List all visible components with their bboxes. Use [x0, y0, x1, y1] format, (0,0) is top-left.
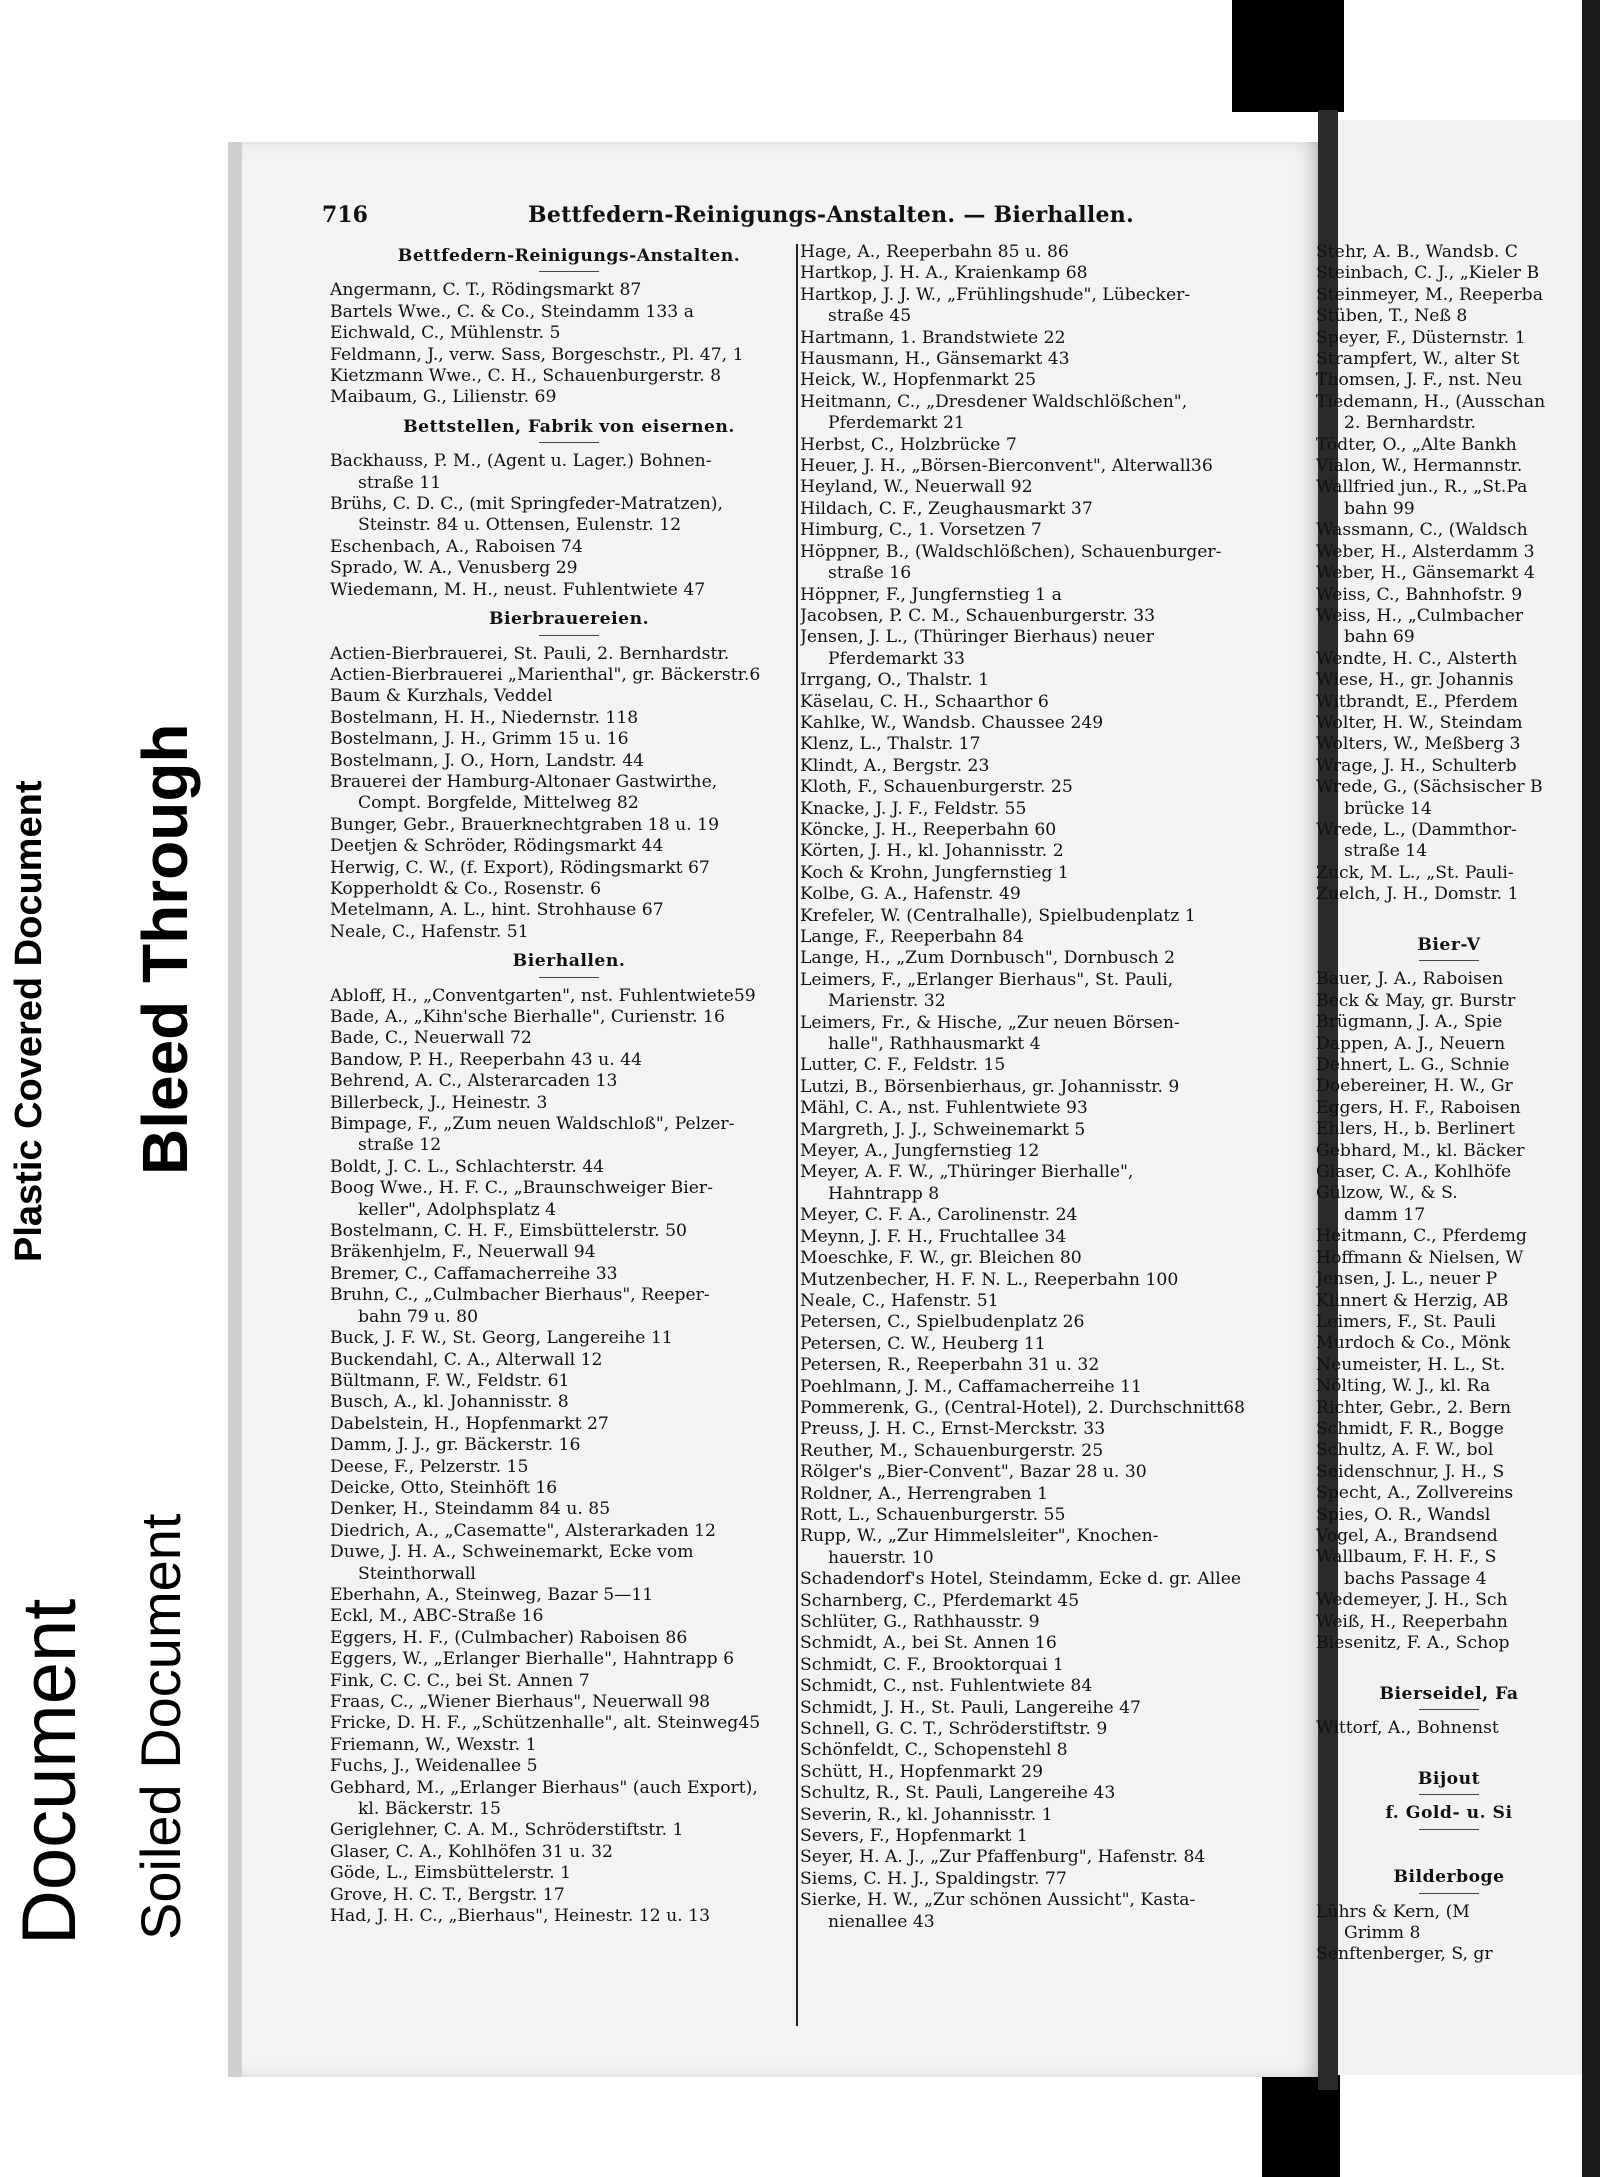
directory-entry: Sierke, H. W., „Zur schönen Aussicht", Kasta-: [800, 1890, 1196, 1911]
directory-entry: Wendte, H. C., Alsterth: [1316, 648, 1518, 669]
directory-entry: Duwe, J. H. A., Schweinemarkt, Ecke vom: [330, 1542, 694, 1563]
directory-entry: Wallfried jun., R., „St.Pa: [1316, 477, 1528, 498]
directory-entry: Wallbaum, F. H. F., S: [1316, 1547, 1497, 1568]
directory-entry: Sprado, W. A., Venusberg 29: [330, 558, 578, 579]
directory-entry: Bartels Wwe., C. & Co., Steindamm 133 a: [330, 301, 694, 322]
directory-entry: Bräkenhjelm, F., Neuerwall 94: [330, 1242, 596, 1263]
directory-entry: Klenz, L., Thalstr. 17: [800, 734, 981, 755]
directory-entry: Speyer, F., Düsternstr. 1: [1316, 327, 1526, 348]
directory-entry: Stehr, A. B., Wandsb. C: [1316, 242, 1518, 262]
section-rule: [1419, 960, 1479, 961]
directory-entry: Köncke, J. H., Reeperbahn 60: [800, 819, 1057, 840]
directory-entry: Bruhn, C., „Culmbacher Bierhaus", Reeper-: [330, 1285, 710, 1306]
directory-entry: Schönfeldt, C., Schopenstehl 8: [800, 1740, 1068, 1761]
directory-entry: Wiedemann, M. H., neust. Fuhlentwiete 47: [330, 579, 706, 600]
directory-entry: Damm, J. J., gr. Bäckerstr. 16: [330, 1435, 581, 1456]
directory-entry: Stüben, T., Neß 8: [1316, 306, 1468, 327]
directory-entry: Fricke, D. H. F., „Schützenhalle", alt. Steinweg45: [330, 1713, 761, 1734]
directory-entry: Steinmeyer, M., Reeperba: [1316, 284, 1543, 305]
directory-entry: Petersen, R., Reeperbahn 31 u. 32: [800, 1355, 1100, 1376]
section-rule: [1419, 1794, 1479, 1795]
directory-entry: halle", Rathhausmarkt 4: [828, 1034, 1041, 1055]
directory-entry: Doebereiner, H. W., Gr: [1316, 1076, 1513, 1097]
directory-entry: bahn 79 u. 80: [358, 1306, 479, 1327]
directory-entry: Seyer, H. A. J., „Zur Pfaffenburg", Hafenstr. 84: [800, 1847, 1206, 1868]
directory-entry: Wrage, J. H., Schulterb: [1316, 755, 1517, 776]
directory-entry: Dehnert, L. G., Schnie: [1316, 1055, 1510, 1076]
directory-entry: Herbst, C., Holzbrücke 7: [800, 434, 1017, 455]
directory-entry: Hartkop, J. H. A., Kraienkamp 68: [800, 263, 1088, 284]
directory-entry: Mähl, C. A., nst. Fuhlentwiete 93: [800, 1098, 1088, 1119]
directory-entry: Wolter, H. W., Steindam: [1316, 712, 1523, 733]
directory-entry: Göde, L., Eimsbüttelerstr. 1: [330, 1863, 572, 1884]
directory-entry: Thomsen, J. F., nst. Neu: [1316, 370, 1523, 391]
directory-entry: Mutzenbecher, H. F. N. L., Reeperbahn 100: [800, 1269, 1179, 1290]
directory-entry: Vogel, A., Brandsend: [1316, 1525, 1498, 1546]
directory-entry: Vialon, W., Hermannstr.: [1316, 456, 1523, 477]
directory-entry: Rupp, W., „Zur Himmelsleiter", Knochen-: [800, 1526, 1159, 1547]
label-document: Document: [7, 1598, 92, 1945]
directory-entry: Schmidt, C. F., Brooktorquai 1: [800, 1654, 1064, 1675]
directory-entry: Buck, J. F. W., St. Georg, Langereihe 11: [330, 1328, 673, 1349]
directory-entry: Angermann, C. T., Rödingsmarkt 87: [330, 280, 642, 301]
section-heading: Bier-V: [1417, 935, 1481, 955]
directory-entry: Brügmann, J. A., Spie: [1316, 1012, 1503, 1033]
directory-entry: Reuther, M., Schauenburgerstr. 25: [800, 1440, 1104, 1461]
directory-entry: Lange, F., Reeperbahn 84: [800, 927, 1024, 947]
directory-entry: [1316, 1838, 1582, 1859]
directory-entry: 2. Bernhardstr.: [1344, 413, 1477, 434]
directory-entry: Hahntrapp 8: [828, 1183, 940, 1204]
directory-entry: Dabelstein, H., Hopfenmarkt 27: [330, 1413, 609, 1434]
section-rule: [539, 442, 599, 443]
directory-entry: Bostelmann, H. H., Niedernstr. 118: [330, 707, 639, 728]
directory-entry: Hartmann, 1. Brandstwiete 22: [800, 327, 1066, 348]
section-rule: [539, 271, 599, 272]
directory-entry: Heuer, J. H., „Börsen-Bierconvent", Alterwall36: [800, 456, 1213, 477]
directory-entry: Rott, L., Schauenburgerstr. 55: [800, 1504, 1066, 1525]
directory-entry: Weber, H., Alsterdamm 3: [1316, 541, 1535, 562]
directory-entry: Boldt, J. C. L., Schlachterstr. 44: [330, 1156, 605, 1177]
directory-entry: Koch & Krohn, Jungfernstieg 1: [800, 862, 1069, 883]
directory-entry: Deese, F., Pelzerstr. 15: [330, 1456, 529, 1477]
directory-entry: Hartkop, J. J. W., „Frühlingshude", Lübecker-: [800, 284, 1191, 305]
directory-entry: Marienstr. 32: [828, 991, 946, 1012]
directory-entry: Pferdemarkt 33: [828, 648, 965, 669]
directory-entry: Heyland, W., Neuerwall 92: [800, 477, 1033, 498]
directory-entry: Ehlers, H., b. Berlinert: [1316, 1119, 1515, 1140]
directory-entry: Heitmann, C., Pferdemg: [1316, 1226, 1527, 1247]
directory-entry: Moeschke, F. W., gr. Bleichen 80: [800, 1248, 1082, 1269]
directory-entry: Busch, A., kl. Johannisstr. 8: [330, 1392, 569, 1413]
directory-entry: Lutzi, B., Börsenbierhaus, gr. Johannisstr. 9: [800, 1076, 1180, 1097]
directory-entry: Lutter, C. F., Feldstr. 15: [800, 1055, 1006, 1076]
directory-entry: Senftenberger, S, gr: [1316, 1944, 1493, 1965]
directory-entry: straße 11: [358, 472, 442, 493]
directory-entry: Jacobsen, P. C. M., Schauenburgerstr. 33: [800, 605, 1156, 626]
directory-entry: Bade, A., „Kihn'sche Bierhalle", Curienstr. 16: [330, 1007, 725, 1027]
directory-entry: Grove, H. C. T., Bergstr. 17: [330, 1884, 565, 1905]
directory-entry: Severin, R., kl. Johannisstr. 1: [800, 1804, 1053, 1825]
directory-entry: Hildach, C. F., Zeughausmarkt 37: [800, 498, 1093, 519]
directory-entry: Meynn, J. F. H., Fruchtallee 34: [800, 1226, 1067, 1247]
directory-entry: Eggers, H. F., (Culmbacher) Raboisen 86: [330, 1627, 688, 1648]
directory-entry: Kopperholdt & Co., Rosenstr. 6: [330, 878, 602, 899]
directory-entry: Wedemeyer, J. H., Sch: [1316, 1590, 1508, 1611]
label-soiled-document: Soiled Document: [129, 1513, 192, 1940]
directory-entry: Eggers, W., „Erlanger Bierhalle", Hahntrapp 6: [330, 1649, 735, 1670]
directory-entry: Murdoch & Co., Mönk: [1316, 1333, 1511, 1354]
directory-entry: Weber, H., Gänsemarkt 4: [1316, 563, 1535, 584]
directory-entry: Heick, W., Hopfenmarkt 25: [800, 370, 1037, 391]
directory-entry: [1316, 1740, 1582, 1761]
directory-entry: Kahlke, W., Wandsb. Chaussee 249: [800, 712, 1104, 733]
directory-entry: Schmidt, J. H., St. Pauli, Langereihe 47: [800, 1697, 1141, 1718]
directory-entry: Wrede, G., (Sächsischer B: [1316, 777, 1543, 798]
directory-entry: brücke 14: [1344, 798, 1432, 819]
directory-entry: Bostelmann, J. O., Horn, Landstr. 44: [330, 750, 645, 771]
directory-entry: Bostelmann, J. H., Grimm 15 u. 16: [330, 729, 629, 750]
directory-entry: Heitmann, C., „Dresdener Waldschlößchen",: [800, 391, 1188, 412]
directory-entry: Abloff, H., „Conventgarten", nst. Fuhlentwiete59: [330, 985, 756, 1006]
directory-entry: Billerbeck, J., Heinestr. 3: [330, 1092, 548, 1113]
directory-entry: Nölting, W. J., kl. Ra: [1316, 1376, 1491, 1397]
directory-entry: Bandow, P. H., Reeperbahn 43 u. 44: [330, 1049, 643, 1070]
directory-entry: Gülzow, W., & S.: [1316, 1183, 1458, 1204]
directory-entry: Weiss, H., „Culmbacher: [1316, 605, 1524, 626]
directory-entry: Bauer, J. A., Raboisen: [1316, 969, 1504, 990]
directory-entry: Deicke, Otto, Steinhöft 16: [330, 1477, 558, 1498]
directory-entry: Strampfert, W., alter St: [1316, 349, 1520, 370]
directory-entry: Jensen, J. L., (Thüringer Bierhaus) neuer: [800, 627, 1154, 648]
directory-entry: Grimm 8: [1344, 1923, 1421, 1944]
directory-entry: Tiedemann, H., (Ausschan: [1316, 391, 1546, 412]
directory-entry: kl. Bäckerstr. 15: [358, 1799, 501, 1820]
directory-entry: Glaser, C. A., Kohlhöfe: [1316, 1162, 1512, 1183]
directory-entry: Weiss, C., Bahnhofstr. 9: [1316, 584, 1523, 605]
directory-column-1: [330, 246, 808, 1927]
directory-entry: Petersen, C., Spielbudenplatz 26: [800, 1312, 1085, 1333]
directory-entry: Eckl, M., ABC-Straße 16: [330, 1606, 544, 1627]
directory-entry: Leimers, Fr., & Hische, „Zur neuen Börsen-: [800, 1012, 1180, 1033]
directory-entry: Baum & Kurzhals, Veddel: [330, 686, 553, 707]
directory-entry: Käselau, C. H., Schaarthor 6: [800, 691, 1049, 712]
directory-entry: [1316, 906, 1582, 927]
directory-entry: straße 14: [1344, 841, 1428, 862]
directory-entry: Maibaum, G., Lilienstr. 69: [330, 387, 557, 408]
directory-entry: Leimers, F., St. Pauli: [1316, 1311, 1496, 1332]
directory-entry: Glaser, C. A., Kohlhöfen 31 u. 32: [330, 1841, 613, 1862]
directory-entry: Neale, C., Hafenstr. 51: [800, 1290, 999, 1311]
directory-entry: Zuelch, J. H., Domstr. 1: [1316, 884, 1519, 905]
directory-entry: Klindt, A., Bergstr. 23: [800, 755, 990, 776]
directory-entry: Beck & May, gr. Burstr: [1316, 990, 1516, 1011]
directory-entry: Petersen, C. W., Heuberg 11: [800, 1333, 1046, 1354]
directory-entry: Siems, C. H. J., Spaldingstr. 77: [800, 1868, 1067, 1889]
directory-entry: Actien-Bierbrauerei „Marienthal", gr. Bäckerstr.6: [330, 664, 761, 685]
section-rule: [1419, 1893, 1479, 1894]
directory-entry: Meyer, C. F. A., Carolinenstr. 24: [800, 1205, 1078, 1226]
directory-entry: [1316, 1654, 1582, 1675]
directory-entry: Denker, H., Steindamm 84 u. 85: [330, 1499, 611, 1520]
directory-entry: Bostelmann, C. H. F., Eimsbüttelerstr. 50: [330, 1221, 687, 1242]
directory-entry: Feldmann, J., verw. Sass, Borgeschstr., Pl. 47, 1: [330, 344, 744, 365]
directory-entry: damm 17: [1344, 1204, 1426, 1225]
directory-entry: Bunger, Gebr., Brauerknechtgraben 18 u. 19: [330, 814, 719, 835]
directory-entry: Lührs & Kern, (M: [1316, 1901, 1470, 1922]
section-heading: Bierseidel, Fa: [1379, 1683, 1519, 1704]
directory-entry: Wassmann, C., (Waldsch: [1316, 520, 1528, 541]
directory-entry: bahn 69: [1344, 627, 1415, 648]
directory-entry: Kietzmann Wwe., C. H., Schauenburgerstr. 8: [330, 366, 722, 387]
label-bleed-through: Bleed Through: [129, 723, 201, 1175]
directory-entry: Buckendahl, C. A., Alterwall 12: [330, 1349, 603, 1370]
directory-entry: hauerstr. 10: [828, 1547, 934, 1568]
directory-entry: Brauerei der Hamburg-Altonaer Gastwirthe,: [330, 771, 718, 792]
directory-entry: Deetjen & Schröder, Rödingsmarkt 44: [330, 836, 664, 857]
directory-entry: Seidenschnur, J. H., S: [1316, 1461, 1505, 1482]
directory-entry: Biesenitz, F. A., Schop: [1316, 1633, 1510, 1653]
directory-entry: Margreth, J. J., Schweinemarkt 5: [800, 1119, 1086, 1140]
directory-entry: Fraas, C., „Wiener Bierhaus", Neuerwall 98: [330, 1692, 711, 1712]
directory-entry: Pommerenk, G., (Central-Hotel), 2. Durchschnitt68: [800, 1397, 1245, 1418]
directory-entry: Scharnberg, C., Pferdemarkt 45: [800, 1590, 1080, 1611]
directory-entry: Schmidt, F. R., Bogge: [1316, 1418, 1504, 1439]
directory-entry: Höppner, F., Jungfernstieg 1 a: [800, 584, 1062, 605]
directory-entry: Gebhard, M., kl. Bäcker: [1316, 1140, 1525, 1161]
directory-entry: Eichwald, C., Mühlenstr. 5: [330, 323, 561, 344]
directory-column-2: [800, 242, 1320, 1933]
directory-entry: Schultz, A. F. W., bol: [1316, 1440, 1494, 1461]
directory-entry: Backhauss, P. M., (Agent u. Lager.) Bohnen-: [330, 451, 712, 472]
directory-entry: Kloth, F., Schauenburgerstr. 25: [800, 777, 1073, 798]
directory-entry: Bimpage, F., „Zum neuen Waldschloß", Pelzer-: [330, 1114, 735, 1135]
directory-entry: Diedrich, A., „Casematte", Alsterarkaden 12: [330, 1520, 716, 1541]
directory-entry: Jensen, J. L., neuer P: [1316, 1269, 1498, 1290]
directory-entry: Steinbach, C. J., „Kieler B: [1316, 263, 1540, 284]
directory-entry: Bade, C., Neuerwall 72: [330, 1028, 532, 1049]
directory-entry: Lange, H., „Zum Dornbusch", Dornbusch 2: [800, 948, 1176, 969]
directory-entry: Behrend, A. C., Alsterarcaden 13: [330, 1071, 618, 1092]
directory-entry: Hoffmann & Nielsen, W: [1316, 1247, 1524, 1268]
directory-entry: Actien-Bierbrauerei, St. Pauli, 2. Bernhardstr.: [330, 643, 730, 664]
directory-entry: Steinthorwall: [358, 1563, 476, 1584]
directory-entry: Schmidt, A., bei St. Annen 16: [800, 1633, 1057, 1654]
section-heading: Bettstellen, Fabrik von eisernen.: [403, 416, 735, 437]
section-heading: Bierbrauereien.: [488, 609, 650, 630]
directory-entry: Roldner, A., Herrengraben 1: [800, 1483, 1049, 1504]
directory-entry: Körten, J. H., kl. Johannisstr. 2: [800, 841, 1064, 862]
directory-entry: Poehlmann, J. M., Caffamacherreihe 11: [800, 1376, 1142, 1397]
directory-entry: Preuss, J. H. C., Ernst-Merckstr. 33: [800, 1419, 1106, 1440]
directory-entry: Kolbe, G. A., Hafenstr. 49: [800, 884, 1021, 905]
directory-entry: Tödter, O., „Alte Bankh: [1316, 434, 1517, 455]
directory-entry: Irrgang, O., Thalstr. 1: [800, 670, 990, 691]
directory-entry: Fink, C. C. C., bei St. Annen 7: [330, 1670, 590, 1691]
directory-entry: Herwig, C. W., (f. Export), Rödingsmarkt 67: [330, 857, 710, 878]
scanner-edge-right: [1582, 0, 1600, 2177]
section-heading: f. Gold- u. Si: [1385, 1803, 1513, 1824]
directory-entry: Richter, Gebr., 2. Bern: [1316, 1397, 1512, 1418]
section-heading: Bierhallen.: [512, 951, 626, 972]
directory-entry: Eggers, H. F., Raboisen: [1316, 1097, 1521, 1118]
directory-entry: straße 45: [828, 306, 912, 327]
section-rule: [1419, 1709, 1479, 1710]
directory-entry: Knacke, J. J. F., Feldstr. 55: [800, 798, 1027, 819]
directory-entry: Wiese, H., gr. Johannis: [1316, 670, 1514, 691]
directory-entry: Eschenbach, A., Raboisen 74: [330, 536, 583, 557]
running-title: Bettfedern-Reinigungs-Anstalten. — Bierhallen.: [528, 202, 1135, 228]
directory-entry: Schultz, R., St. Pauli, Langereihe 43: [800, 1783, 1116, 1804]
directory-entry: Meyer, A., Jungfernstieg 12: [800, 1141, 1040, 1162]
section-rule: [539, 635, 599, 636]
directory-entry: Eberhahn, A., Steinweg, Bazar 5—11: [330, 1584, 654, 1605]
directory-entry: keller", Adolphsplatz 4: [358, 1199, 557, 1220]
page-number: 716: [322, 202, 368, 228]
directory-entry: Krefeler, W. (Centralhalle), Spielbudenplatz 1: [800, 905, 1196, 926]
directory-entry: Wrede, L., (Dammthor-: [1316, 819, 1517, 840]
directory-entry: Steinstr. 84 u. Ottensen, Eulenstr. 12: [358, 515, 682, 536]
directory-entry: Hausmann, H., Gänsemarkt 43: [800, 349, 1070, 370]
directory-entry: Witbrandt, E., Pferdem: [1316, 691, 1518, 712]
directory-entry: Gebhard, M., „Erlanger Bierhaus" (auch Export),: [330, 1777, 758, 1798]
directory-entry: Schütt, H., Hopfenmarkt 29: [800, 1761, 1044, 1782]
directory-entry: Weiß, H., Reeperbahn: [1316, 1611, 1508, 1632]
directory-entry: Neumeister, H. L., St.: [1316, 1354, 1506, 1375]
directory-entry: Wittorf, A., Bohnenst: [1316, 1718, 1499, 1739]
directory-entry: bachs Passage 4: [1344, 1568, 1487, 1589]
directory-entry: nienallee 43: [828, 1911, 935, 1932]
directory-entry: Leimers, F., „Erlanger Bierhaus", St. Pauli,: [800, 969, 1174, 990]
directory-entry: Klinnert & Herzig, AB: [1316, 1290, 1509, 1311]
directory-entry: Pferdemarkt 21: [828, 413, 965, 434]
directory-entry: Dappen, A. J., Neuern: [1316, 1033, 1506, 1054]
label-plastic-covered: Plastic Covered Document: [8, 780, 50, 1262]
section-heading: Bilderboge: [1393, 1867, 1505, 1888]
directory-entry: Severs, F., Hopfenmarkt 1: [800, 1826, 1028, 1847]
directory-entry: Schmidt, C., nst. Fuhlentwiete 84: [800, 1676, 1093, 1697]
directory-entry: Schnell, G. C. T., Schröderstiftstr. 9: [800, 1719, 1108, 1740]
directory-entry: Had, J. H. C., „Bierhaus", Heinestr. 12 u. 13: [330, 1906, 711, 1927]
directory-entry: Wolters, W., Meßberg 3: [1316, 734, 1521, 755]
section-rule: [539, 977, 599, 978]
directory-entry: Compt. Borgfelde, Mittelweg 82: [358, 793, 639, 814]
directory-entry: Neale, C., Hafenstr. 51: [330, 921, 529, 942]
directory-entry: Geriglehner, C. A. M., Schröderstiftstr. 1: [330, 1820, 684, 1841]
directory-entry: Specht, A., Zollvereins: [1316, 1483, 1514, 1504]
directory-entry: Hage, A., Reeperbahn 85 u. 86: [800, 242, 1069, 262]
directory-column-3: [1316, 242, 1582, 1966]
directory-entry: Spies, O. R., Wandsl: [1316, 1504, 1491, 1525]
directory-entry: Friemann, W., Wexstr. 1: [330, 1734, 537, 1755]
directory-entry: Zuck, M. L., „St. Pauli-: [1316, 862, 1514, 883]
directory-entry: bahn 99: [1344, 498, 1415, 519]
directory-entry: Schlüter, G., Rathhausstr. 9: [800, 1612, 1040, 1632]
directory-entry: Höppner, B., (Waldschlößchen), Schauenburger-: [800, 541, 1222, 562]
directory-entry: Meyer, A. F. W., „Thüringer Bierhalle",: [800, 1162, 1134, 1183]
scanner-bar-top: [1232, 0, 1344, 112]
directory-entry: Schadendorf's Hotel, Steindamm, Ecke d. gr. Allee: [800, 1569, 1242, 1590]
directory-entry: straße 12: [358, 1135, 442, 1156]
directory-entry: Bültmann, F. W., Feldstr. 61: [330, 1370, 570, 1391]
directory-entry: Boog Wwe., H. F. C., „Braunschweiger Bier-: [330, 1178, 713, 1199]
directory-entry: Brühs, C. D. C., (mit Springfeder-Matratzen),: [330, 494, 723, 515]
directory-entry: Himburg, C., 1. Vorsetzen 7: [800, 520, 1042, 541]
directory-entry: Bremer, C., Caffamacherreihe 33: [330, 1263, 618, 1284]
section-rule: [1419, 1829, 1479, 1830]
section-heading: Bettfedern-Reinigungs-Anstalten.: [397, 246, 741, 266]
directory-entry: Fuchs, J., Weidenallee 5: [330, 1756, 538, 1777]
directory-entry: Rölger's „Bier-Convent", Bazar 28 u. 30: [800, 1462, 1147, 1483]
directory-entry: straße 16: [828, 563, 912, 584]
directory-entry: Metelmann, A. L., hint. Strohhause 67: [330, 900, 664, 921]
section-heading: Bijout: [1417, 1769, 1481, 1790]
